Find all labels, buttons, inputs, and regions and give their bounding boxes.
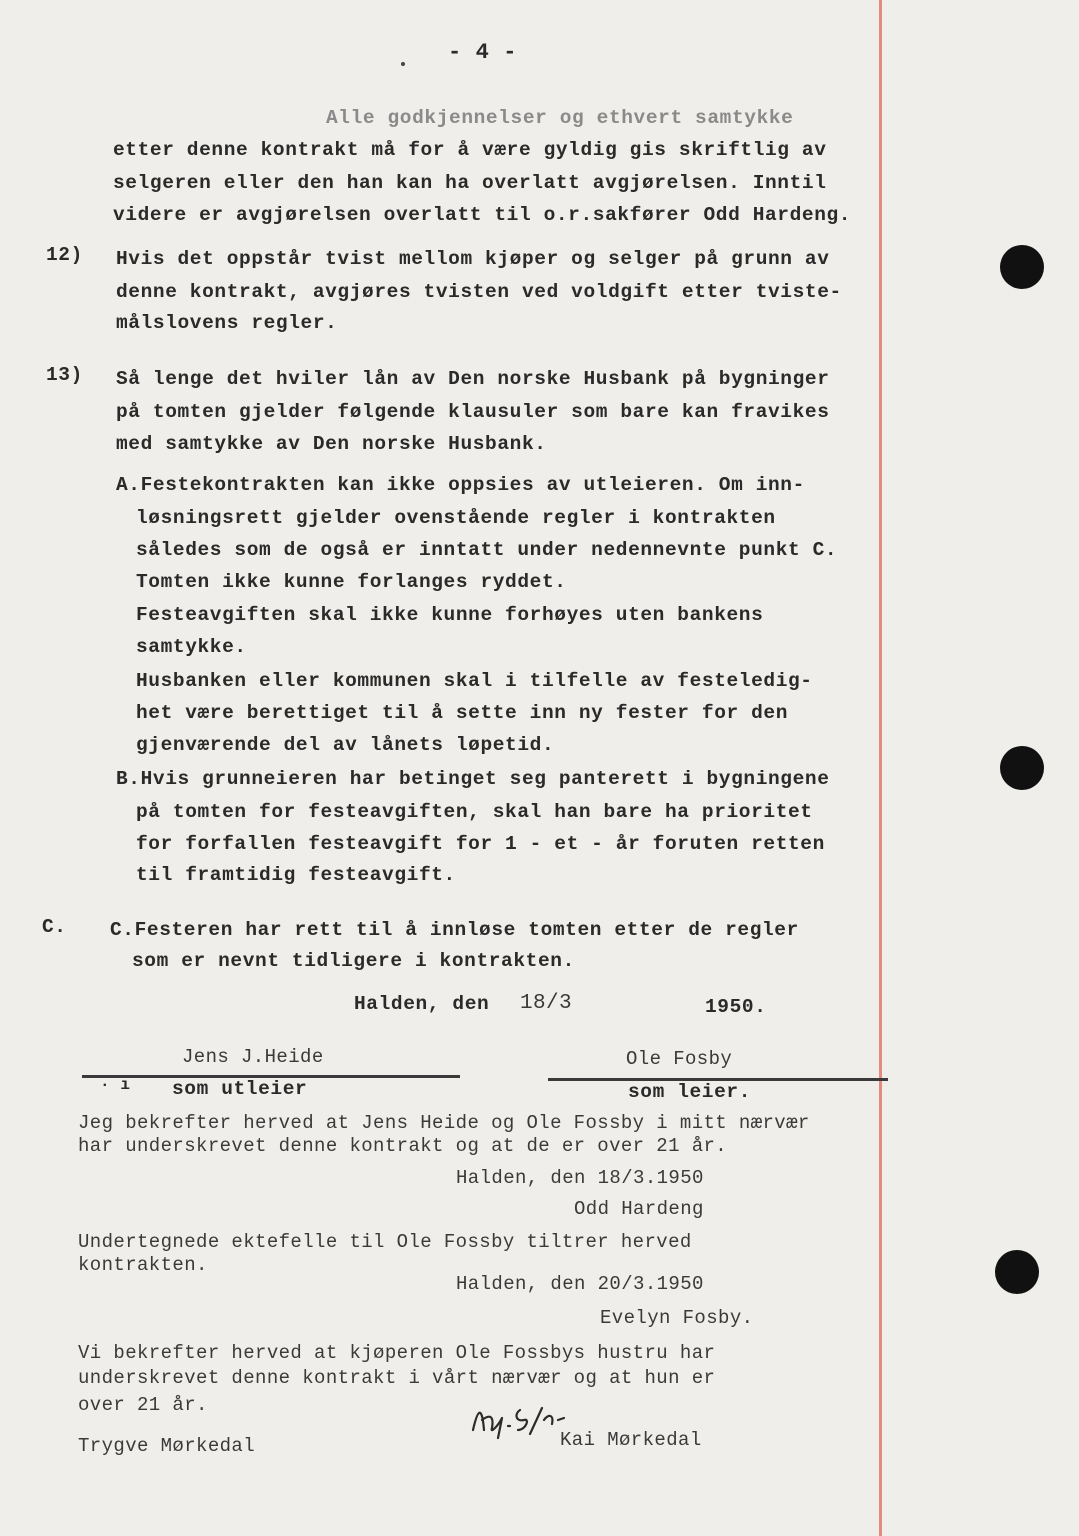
clause-13-number: 13) — [46, 364, 83, 386]
punch-hole-bottom — [995, 1250, 1039, 1294]
sub-a-line-4: Tomten ikke kunne forlanges ryddet. — [136, 571, 567, 593]
sub-a-line-7: Husbanken eller kommunen skal i tilfelle av festeledig- — [136, 670, 813, 692]
intro-line-1: Alle godkjennelser og ethvert samtykke — [326, 107, 794, 129]
sub-b-line-2: på tomten for festeavgiften, skal han bare ha prioritet — [136, 801, 813, 823]
sub-b-line-4: til framtidig festeavgift. — [136, 864, 456, 886]
sub-c-marker: C. — [42, 916, 67, 938]
intro-line-4: videre er avgjørelsen overlatt til o.r.sakfører Odd Hardeng. — [113, 204, 852, 226]
attestation-1-witness: Odd Hardeng — [574, 1198, 704, 1220]
sub-c-line-2: som er nevnt tidligere i kontrakten. — [132, 950, 575, 972]
punch-hole-top — [1000, 245, 1044, 289]
clause-13-line-2: på tomten gjelder følgende klausuler som bare kan fravikes — [116, 401, 830, 423]
witness-left-name: Trygve Mørkedal — [78, 1435, 256, 1457]
spouse-consent-line-1: Undertegnede ektefelle til Ole Fossby tiltrer herved — [78, 1231, 692, 1253]
attestation-1-place-date: Halden, den 18/3.1950 — [456, 1167, 704, 1189]
attestation-2-line-3: over 21 år. — [78, 1394, 208, 1416]
signature-right-name: Ole Fosby — [626, 1048, 733, 1070]
clause-13-line-1: Så lenge det hviler lån av Den norske Husbank på bygninger — [116, 368, 830, 390]
sub-a-line-8: het være berettiget til å sette inn ny fester for den — [136, 702, 789, 724]
sub-c-line-1: C.Festeren har rett til å innløse tomten etter de regler — [110, 919, 799, 941]
clause-12-line-3: målslovens regler. — [116, 312, 338, 334]
sub-a-line-5: Festeavgiften skal ikke kunne forhøyes uten bankens — [136, 604, 764, 626]
punch-hole-middle — [1000, 746, 1044, 790]
sub-a-line-2: løsningsrett gjelder ovenstående regler i kontrakten — [136, 507, 776, 529]
red-margin-line — [879, 0, 882, 1536]
sub-a-line-6: samtykke. — [136, 636, 247, 658]
signing-date-handwritten: 18/3 — [520, 992, 573, 1015]
signing-place: Halden, den — [354, 993, 490, 1015]
attestation-2-line-1: Vi bekrefter herved at kjøperen Ole Fossbys hustru har — [78, 1342, 716, 1364]
sub-b-line-1: B.Hvis grunneieren har betinget seg panterett i bygningene — [116, 768, 830, 790]
spouse-consent-line-2: kontrakten. — [78, 1254, 208, 1276]
attestation-1-line-2: har underskrevet denne kontrakt og at de er over 21 år. — [78, 1135, 728, 1157]
page-number: - 4 - — [448, 40, 518, 65]
intro-line-3: selgeren eller den han kan ha overlatt avgjørelsen. Inntil — [113, 172, 827, 194]
intro-line-2: etter denne kontrakt må for å være gyldig gis skriftlig av — [113, 139, 827, 161]
sub-a-line-9: gjenværende del av lånets løpetid. — [136, 734, 555, 756]
spouse-consent-place-date: Halden, den 20/3.1950 — [456, 1273, 704, 1295]
signature-left-role: som utleier — [172, 1078, 308, 1100]
signature-left-name: Jens J.Heide — [182, 1046, 324, 1068]
attestation-1-line-1: Jeg bekrefter herved at Jens Heide og Ole Fossby i mitt nærvær — [78, 1112, 810, 1134]
clause-12-line-1: Hvis det oppstår tvist mellom kjøper og selger på grunn av — [116, 248, 830, 270]
clause-12-line-2: denne kontrakt, avgjøres tvisten ved voldgift etter tviste- — [116, 281, 842, 303]
clause-12-number: 12) — [46, 244, 83, 266]
signing-year: 1950. — [705, 996, 767, 1018]
sub-b-line-3: for forfallen festeavgift for 1 - et - år foruten retten — [136, 833, 825, 855]
signature-right-role: som leier. — [628, 1081, 752, 1103]
ink-speck — [401, 62, 405, 66]
sub-a-line-1: A.Festekontrakten kan ikke oppsies av utleieren. Om inn- — [116, 474, 805, 496]
attestation-2-line-2: underskrevet denne kontrakt i vårt nærvær og at hun er — [78, 1367, 716, 1389]
clause-13-line-3: med samtykke av Den norske Husbank. — [116, 433, 547, 455]
spouse-consent-signer: Evelyn Fosby. — [600, 1307, 754, 1329]
sub-a-line-3: således som de også er inntatt under nedennevnte punkt C. — [136, 539, 838, 561]
ink-mark: · ı — [100, 1076, 131, 1094]
witness-right-name: Kai Mørkedal — [560, 1429, 702, 1451]
